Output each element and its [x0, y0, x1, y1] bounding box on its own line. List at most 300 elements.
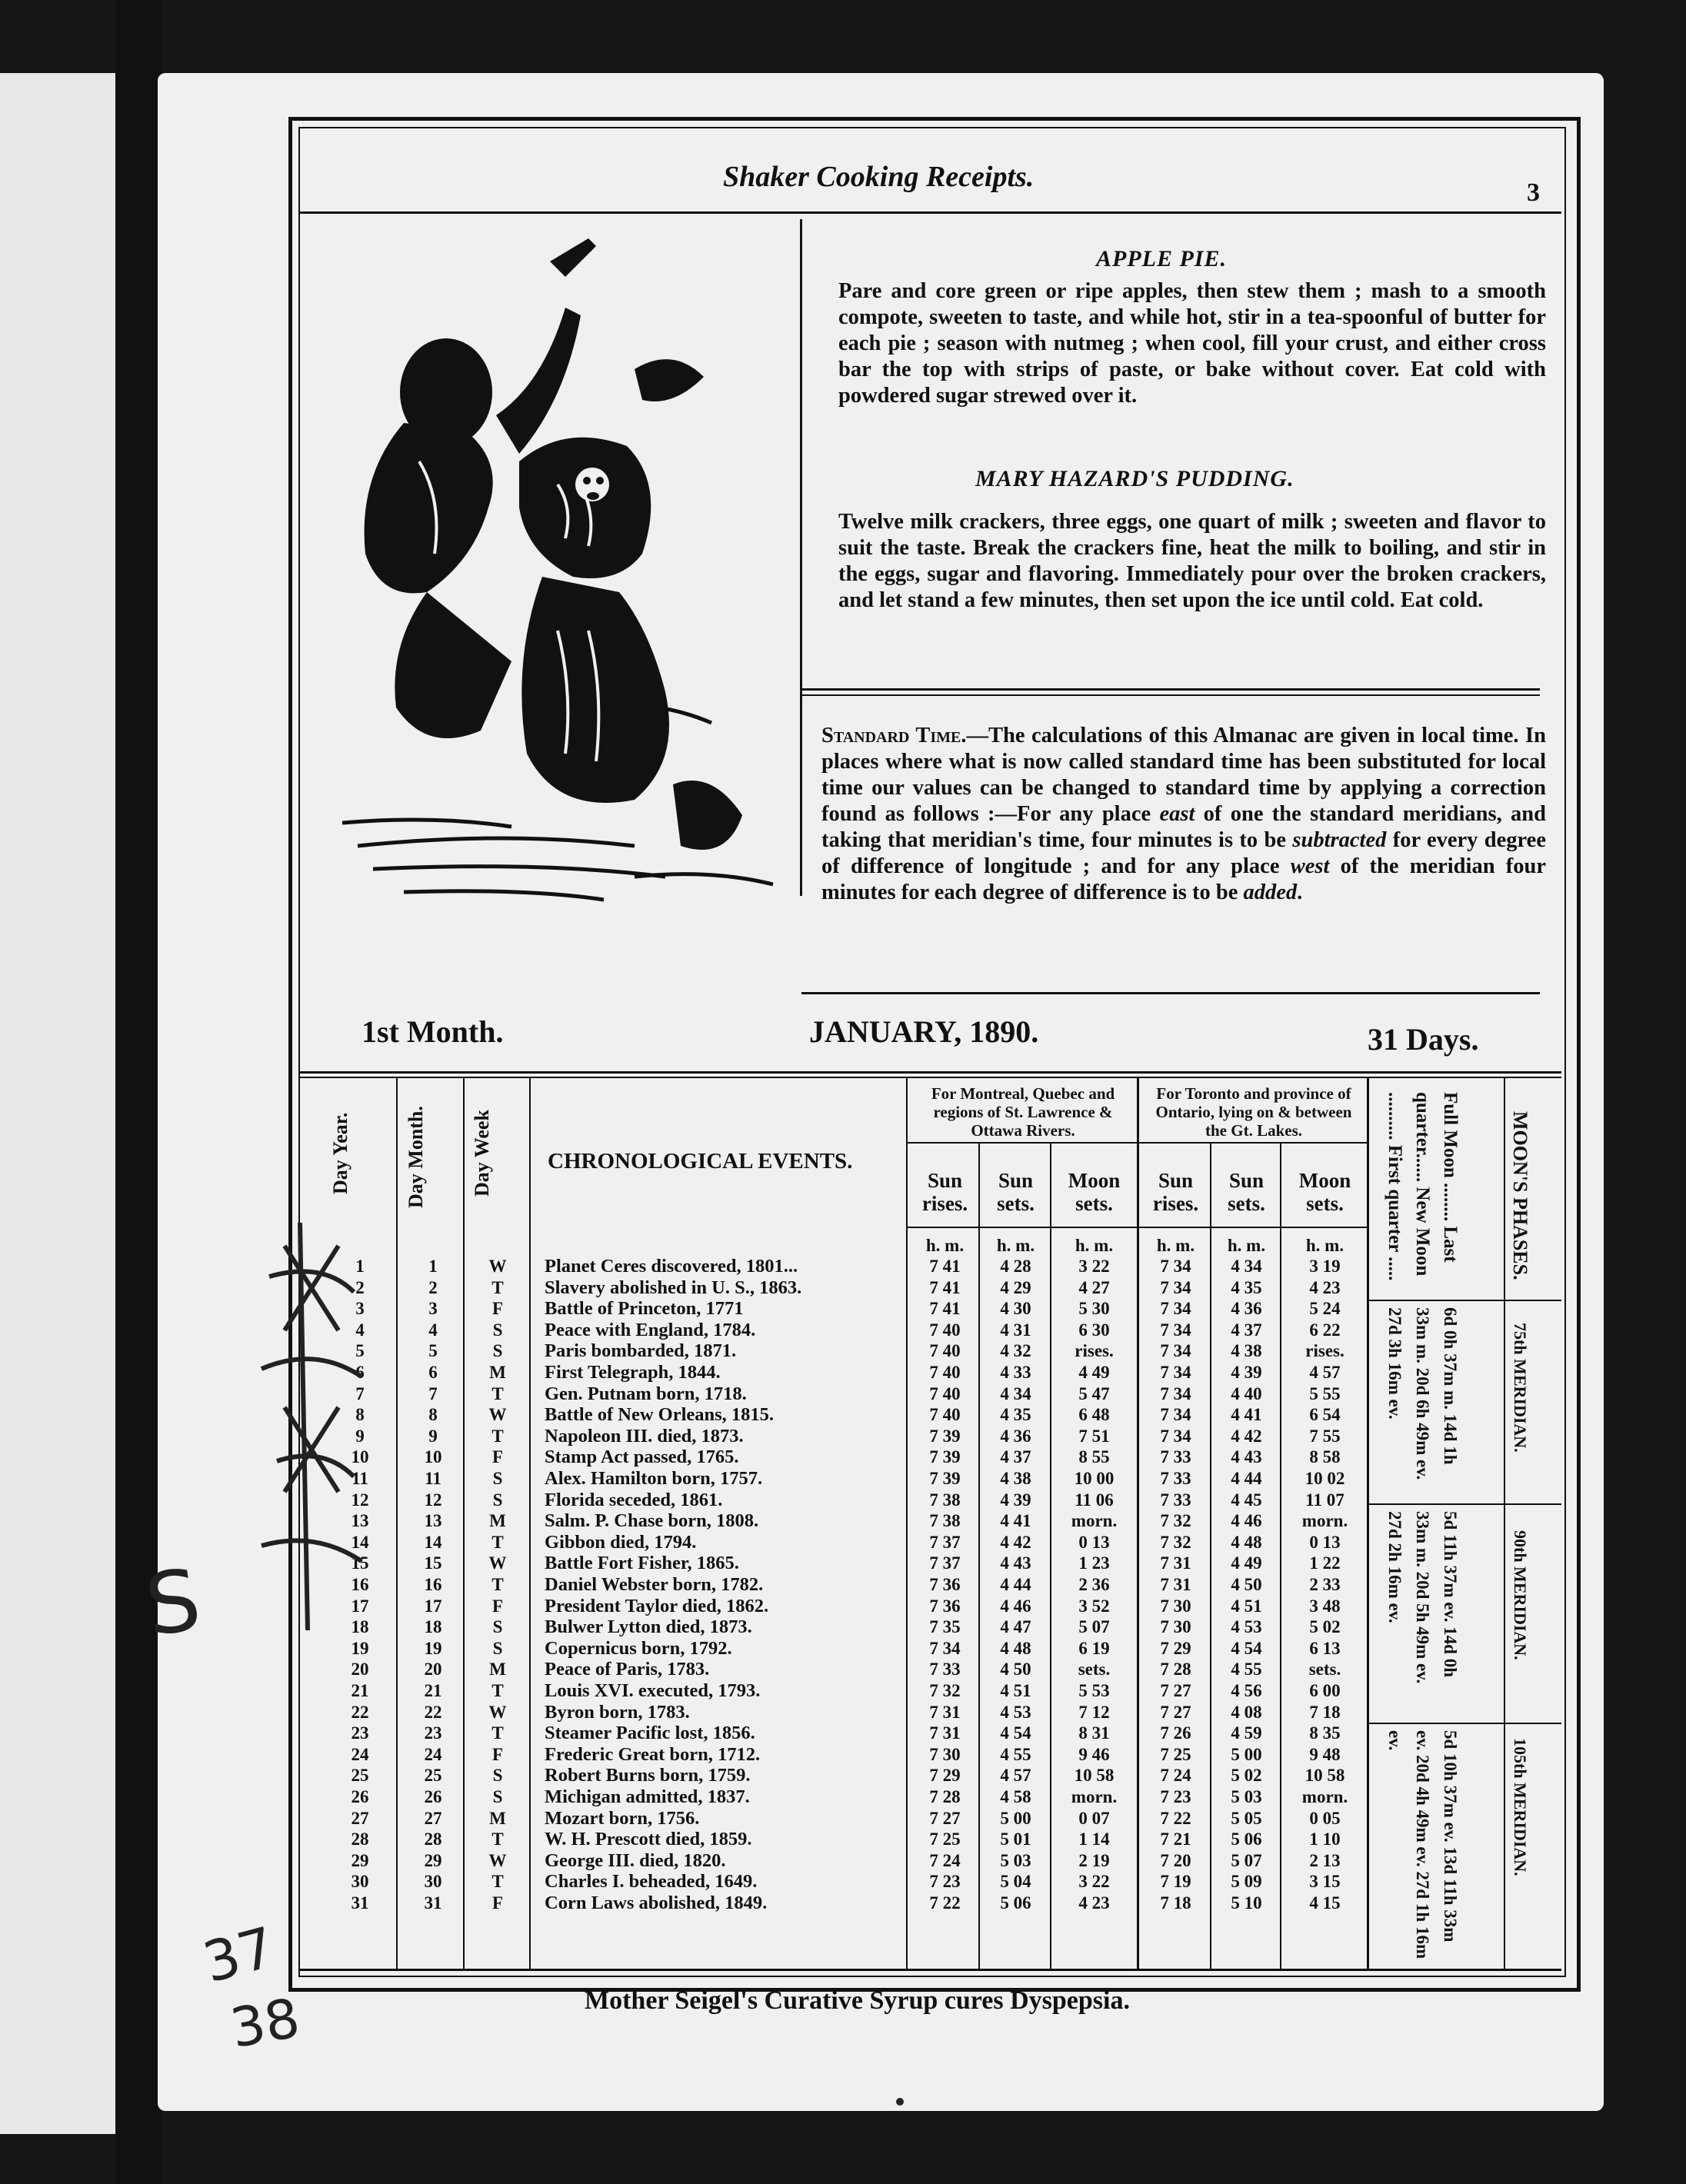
cell-toronto-sun-rises: 7 34	[1160, 1383, 1191, 1403]
cell-toronto-sun-sets: 4 37	[1231, 1320, 1262, 1340]
cell-toronto-sun-rises: 7 26	[1160, 1723, 1191, 1743]
cell-toronto-sun-rises: 7 30	[1160, 1596, 1191, 1616]
cell-montreal-sun-sets: 4 34	[1000, 1383, 1031, 1403]
recipe-title-pudding: MARY HAZARD'S PUDDING.	[975, 466, 1294, 491]
cell-day-year: 1	[355, 1257, 365, 1276]
cell-montreal-sun-sets: 4 43	[1000, 1553, 1031, 1573]
cell-day-year: 24	[351, 1744, 369, 1764]
cell-day-week: S	[492, 1617, 503, 1637]
cell-toronto-sun-rises: 7 31	[1160, 1553, 1191, 1573]
section-rule	[801, 688, 1540, 691]
cell-montreal-sun-sets: 4 37	[1000, 1447, 1031, 1467]
cell-toronto-sun-sets: 4 41	[1231, 1405, 1262, 1425]
cell-day-year: 21	[351, 1681, 369, 1700]
cell-day-year: 5	[355, 1341, 365, 1361]
cell-montreal-moon-sets: 6 19	[1078, 1638, 1110, 1658]
cell-day-year: 8	[355, 1405, 365, 1425]
cell-toronto-sun-sets: 4 42	[1231, 1426, 1262, 1446]
cell-day-year: 26	[351, 1787, 369, 1806]
unit-hm: h. m.	[1075, 1236, 1114, 1255]
cell-montreal-sun-rises: 7 40	[929, 1405, 961, 1425]
cell-montreal-sun-rises: 7 37	[929, 1553, 961, 1573]
cell-toronto-sun-rises: 7 34	[1160, 1299, 1191, 1319]
cell-toronto-moon-sets: morn.	[1301, 1787, 1348, 1806]
cell-toronto-moon-sets: 4 15	[1309, 1893, 1341, 1913]
cell-day-week: M	[489, 1808, 506, 1828]
cell-day-month: 4	[428, 1320, 438, 1340]
cell-day-month: 10	[424, 1447, 442, 1467]
cell-toronto-sun-rises: 7 30	[1160, 1617, 1191, 1637]
cell-day-week: S	[492, 1320, 503, 1340]
cell-toronto-sun-sets: 5 07	[1231, 1850, 1262, 1870]
cell-toronto-moon-sets: 4 57	[1309, 1363, 1341, 1382]
cell-day-month: 30	[424, 1872, 442, 1892]
unit-hm: h. m.	[925, 1236, 965, 1255]
recipe-text-pudding: Twelve milk crackers, three eggs, one quart of milk ; sweeten and flavor to suit the taste. Break the crackers fine, heat the milk to boiling, and stir in the eggs, sugar and flavoring. Immediately pour over the broken crackers, and let stand a few minutes, then set upon the ice until cold. Eat cold.	[838, 510, 1546, 612]
cell-montreal-sun-sets: 4 41	[1000, 1511, 1031, 1531]
cell-montreal-moon-sets: 1 14	[1078, 1829, 1110, 1849]
cell-montreal-sun-rises: 7 28	[929, 1787, 961, 1806]
cell-montreal-sun-rises: 7 34	[929, 1638, 961, 1658]
cell-day-month: 27	[424, 1808, 442, 1828]
cell-toronto-moon-sets: 5 02	[1309, 1617, 1341, 1637]
table-top-rule-thin	[300, 1077, 1561, 1078]
cell-event: Gibbon died, 1794.	[545, 1531, 697, 1553]
cell-montreal-sun-sets: 4 32	[1000, 1341, 1031, 1361]
header-sun-sets: Sun sets.	[997, 1169, 1035, 1215]
meridian-90-name: 90th MERIDIAN.	[1511, 1530, 1530, 1660]
col-sep	[396, 1078, 398, 1970]
cell-montreal-moon-sets: 5 47	[1078, 1383, 1110, 1403]
cell-montreal-sun-sets: 4 35	[1000, 1405, 1031, 1425]
cell-montreal-moon-sets: 3 52	[1078, 1596, 1110, 1616]
cell-day-year: 29	[351, 1850, 369, 1870]
cell-event: Louis XVI. executed, 1793.	[545, 1680, 761, 1701]
cell-montreal-moon-sets: 1 23	[1078, 1553, 1110, 1573]
cell-day-year: 2	[355, 1277, 365, 1297]
cell-event: Daniel Webster born, 1782.	[545, 1574, 764, 1595]
handwritten-number: 38	[225, 1986, 305, 2061]
cell-toronto-moon-sets: 1 22	[1309, 1553, 1341, 1573]
meridian-rule	[1369, 1300, 1561, 1301]
unit-hm: h. m.	[1156, 1236, 1195, 1255]
devil-illustration	[312, 231, 804, 931]
cell-montreal-sun-rises: 7 36	[929, 1575, 961, 1594]
cell-day-week: W	[488, 1850, 507, 1870]
unit-hm: h. m.	[1227, 1236, 1266, 1255]
cell-day-month: 22	[424, 1702, 442, 1722]
col-sep	[463, 1078, 465, 1970]
cell-montreal-sun-rises: 7 32	[929, 1681, 961, 1700]
cell-montreal-moon-sets: 2 19	[1078, 1850, 1110, 1870]
col-sep	[906, 1078, 908, 1970]
col-sep	[1367, 1078, 1369, 1970]
cell-montreal-sun-rises: 7 36	[929, 1596, 961, 1616]
cell-toronto-sun-sets: 4 38	[1231, 1341, 1262, 1361]
cell-day-week: T	[491, 1723, 504, 1743]
cell-toronto-moon-sets: 10 58	[1304, 1766, 1345, 1786]
cell-day-year: 9	[355, 1426, 365, 1446]
cell-day-week: F	[491, 1447, 504, 1467]
cell-day-month: 19	[424, 1638, 442, 1658]
cell-day-month: 3	[428, 1299, 438, 1319]
cell-toronto-moon-sets: 11 07	[1305, 1490, 1344, 1510]
meridian-75-name: 75th MERIDIAN.	[1511, 1323, 1530, 1453]
cell-montreal-moon-sets: 4 23	[1078, 1893, 1110, 1913]
cell-toronto-sun-rises: 7 34	[1160, 1426, 1191, 1446]
header-day-month: Day Month.	[405, 1106, 427, 1209]
cell-toronto-sun-sets: 5 00	[1231, 1744, 1262, 1764]
cell-toronto-sun-rises: 7 31	[1160, 1575, 1191, 1594]
cell-day-year: 18	[351, 1617, 369, 1637]
cell-toronto-sun-rises: 7 33	[1160, 1490, 1191, 1510]
moon-phase-names: Full Moon ........ Last quarter...... New Moon .......... First quarter .....	[1384, 1092, 1461, 1281]
cell-montreal-sun-sets: 5 04	[1000, 1872, 1031, 1892]
cell-montreal-moon-sets: 5 53	[1078, 1681, 1110, 1700]
cell-toronto-sun-sets: 4 36	[1231, 1299, 1262, 1319]
cell-montreal-moon-sets: 7 51	[1078, 1426, 1110, 1446]
cell-montreal-moon-sets: 2 36	[1078, 1575, 1110, 1594]
cell-event: Byron born, 1783.	[545, 1701, 690, 1723]
cell-montreal-sun-sets: 4 33	[1000, 1363, 1031, 1382]
cell-day-week: T	[491, 1383, 504, 1403]
cell-montreal-sun-sets: 4 39	[1000, 1490, 1031, 1510]
cell-day-week: S	[492, 1766, 503, 1786]
standard-time-heading: Standard Time.	[821, 724, 967, 747]
cell-montreal-sun-sets: 4 42	[1000, 1532, 1031, 1552]
cell-toronto-sun-sets: 4 46	[1231, 1511, 1262, 1531]
cell-event: President Taylor died, 1862.	[545, 1595, 769, 1616]
cell-day-month: 17	[424, 1596, 442, 1616]
cell-toronto-sun-sets: 4 53	[1231, 1617, 1262, 1637]
cell-toronto-moon-sets: sets.	[1308, 1660, 1341, 1680]
cell-day-year: 16	[351, 1575, 369, 1594]
cell-toronto-sun-sets: 4 54	[1231, 1638, 1262, 1658]
cell-montreal-sun-rises: 7 41	[929, 1299, 961, 1319]
cell-toronto-sun-rises: 7 32	[1160, 1532, 1191, 1552]
cell-toronto-moon-sets: 6 54	[1309, 1405, 1341, 1425]
cell-montreal-sun-rises: 7 41	[929, 1277, 961, 1297]
cell-toronto-moon-sets: 3 15	[1309, 1872, 1341, 1892]
cell-toronto-sun-sets: 4 44	[1231, 1469, 1262, 1488]
cell-montreal-sun-sets: 5 06	[1000, 1893, 1031, 1913]
cell-montreal-sun-rises: 7 29	[929, 1766, 961, 1786]
cell-montreal-sun-rises: 7 30	[929, 1744, 961, 1764]
cell-montreal-sun-sets: 4 46	[1000, 1596, 1031, 1616]
cell-toronto-sun-sets: 4 43	[1231, 1447, 1262, 1467]
cell-toronto-moon-sets: 6 22	[1309, 1320, 1341, 1340]
cell-day-month: 7	[428, 1383, 438, 1403]
cell-montreal-moon-sets: 0 13	[1078, 1532, 1110, 1552]
cell-day-year: 19	[351, 1638, 369, 1658]
cell-day-week: S	[492, 1787, 503, 1806]
cell-day-week: F	[491, 1744, 504, 1764]
col-sep	[1280, 1142, 1281, 1970]
cell-montreal-moon-sets: 6 30	[1078, 1320, 1110, 1340]
header-sun-sets: Sun sets.	[1228, 1169, 1265, 1215]
cell-day-year: 22	[351, 1702, 369, 1722]
header-day-week: Day Week	[471, 1110, 493, 1197]
cell-day-week: M	[489, 1660, 506, 1680]
meridian-105-name: 105th MERIDIAN.	[1511, 1738, 1530, 1876]
cell-toronto-sun-rises: 7 25	[1160, 1744, 1191, 1764]
cell-montreal-sun-rises: 7 38	[929, 1511, 961, 1531]
cell-montreal-moon-sets: 6 48	[1078, 1405, 1110, 1425]
cell-day-week: T	[491, 1426, 504, 1446]
cell-day-year: 23	[351, 1723, 369, 1743]
cell-event: Paris bombarded, 1871.	[545, 1340, 737, 1362]
cell-toronto-sun-rises: 7 21	[1160, 1829, 1191, 1849]
cell-toronto-sun-rises: 7 18	[1160, 1893, 1191, 1913]
cell-day-week: T	[491, 1532, 504, 1552]
cell-toronto-sun-sets: 5 06	[1231, 1829, 1262, 1849]
cell-toronto-moon-sets: 1 10	[1309, 1829, 1341, 1849]
cell-toronto-moon-sets: 2 13	[1309, 1850, 1341, 1870]
cell-event: Corn Laws abolished, 1849.	[545, 1893, 768, 1913]
cell-toronto-sun-rises: 7 29	[1160, 1638, 1191, 1658]
cell-day-month: 2	[428, 1277, 438, 1297]
cell-day-week: S	[492, 1638, 503, 1658]
cell-toronto-moon-sets: morn.	[1301, 1511, 1348, 1531]
previous-page-edge	[0, 73, 120, 2134]
header-events: CHRONOLOGICAL EVENTS.	[548, 1149, 853, 1174]
cell-toronto-moon-sets: 6 00	[1309, 1681, 1341, 1700]
cell-event: Battle of New Orleans, 1815.	[545, 1404, 775, 1426]
days-label: 31 Days.	[1368, 1022, 1479, 1057]
cell-day-week: T	[491, 1575, 504, 1594]
region-rule	[908, 1142, 1368, 1144]
cell-event: Steamer Pacific lost, 1856.	[545, 1723, 755, 1744]
cell-day-month: 28	[424, 1829, 442, 1849]
cell-event: First Telegraph, 1844.	[545, 1362, 721, 1383]
cell-toronto-sun-rises: 7 27	[1160, 1681, 1191, 1700]
cell-day-month: 1	[428, 1257, 438, 1276]
cell-toronto-moon-sets: 8 58	[1309, 1447, 1341, 1467]
cell-montreal-moon-sets: 5 07	[1078, 1617, 1110, 1637]
cell-montreal-sun-rises: 7 39	[929, 1426, 961, 1446]
cell-toronto-moon-sets: 3 19	[1309, 1257, 1341, 1276]
cell-montreal-sun-sets: 4 31	[1000, 1320, 1031, 1340]
cell-day-week: T	[491, 1872, 504, 1892]
cell-montreal-sun-rises: 7 31	[929, 1723, 961, 1743]
cell-toronto-sun-sets: 4 48	[1231, 1532, 1262, 1552]
cell-montreal-sun-sets: 4 53	[1000, 1702, 1031, 1722]
cell-montreal-sun-sets: 4 54	[1000, 1723, 1031, 1743]
cell-day-week: T	[491, 1681, 504, 1700]
cell-toronto-sun-sets: 4 08	[1231, 1702, 1262, 1722]
cell-montreal-sun-sets: 4 38	[1000, 1469, 1031, 1488]
col-sep	[1050, 1142, 1051, 1970]
cell-day-year: 12	[351, 1490, 369, 1510]
cell-day-month: 15	[424, 1553, 442, 1573]
cell-montreal-sun-sets: 4 47	[1000, 1617, 1031, 1637]
cell-toronto-sun-rises: 7 19	[1160, 1872, 1191, 1892]
cell-toronto-moon-sets: 3 48	[1309, 1596, 1341, 1616]
cell-event: Battle of Princeton, 1771	[545, 1298, 744, 1320]
cell-day-month: 24	[424, 1744, 442, 1764]
cell-toronto-moon-sets: 7 18	[1309, 1702, 1341, 1722]
cell-montreal-sun-rises: 7 31	[929, 1702, 961, 1722]
meridian-90-values: 5d 11h 37m ev. 14d 0h 33m m. 20d 5h 49m ev. 27d 2h 16m ev.	[1385, 1511, 1460, 1684]
cell-event: Charles I. beheaded, 1649.	[545, 1871, 758, 1893]
header-sun-rises: Sun rises.	[921, 1169, 968, 1215]
cell-montreal-sun-sets: 5 03	[1000, 1850, 1031, 1870]
footer-advert: Mother Seigel's Curative Syrup cures Dyspepsia.	[585, 1986, 1130, 2015]
cell-day-month: 29	[424, 1850, 442, 1870]
cell-toronto-moon-sets: rises.	[1305, 1341, 1344, 1361]
cell-montreal-sun-rises: 7 40	[929, 1383, 961, 1403]
cell-montreal-moon-sets: 10 00	[1074, 1469, 1115, 1488]
cell-toronto-sun-rises: 7 22	[1160, 1808, 1191, 1828]
cell-toronto-sun-rises: 7 23	[1160, 1787, 1191, 1806]
cell-toronto-moon-sets: 5 55	[1309, 1383, 1341, 1403]
cell-day-year: 17	[351, 1596, 369, 1616]
cell-toronto-moon-sets: 10 02	[1304, 1469, 1345, 1488]
cell-montreal-moon-sets: sets.	[1078, 1660, 1111, 1680]
cell-day-week: W	[488, 1405, 507, 1425]
table-bottom-rule	[300, 1969, 1561, 1971]
cell-montreal-sun-sets: 4 48	[1000, 1638, 1031, 1658]
cell-toronto-sun-sets: 5 09	[1231, 1872, 1262, 1892]
cell-montreal-sun-rises: 7 27	[929, 1808, 961, 1828]
cell-toronto-sun-rises: 7 33	[1160, 1469, 1191, 1488]
cell-day-month: 21	[424, 1681, 442, 1700]
cell-toronto-sun-sets: 4 50	[1231, 1575, 1262, 1594]
cell-toronto-sun-sets: 5 10	[1231, 1893, 1262, 1913]
cell-toronto-moon-sets: 9 48	[1309, 1744, 1341, 1764]
cell-toronto-moon-sets: 0 05	[1309, 1808, 1341, 1828]
cell-day-year: 30	[351, 1872, 369, 1892]
cell-montreal-sun-rises: 7 33	[929, 1660, 961, 1680]
cell-day-year: 4	[355, 1320, 365, 1340]
cell-toronto-sun-rises: 7 24	[1160, 1766, 1191, 1786]
cell-day-month: 12	[424, 1490, 442, 1510]
cell-event: Stamp Act passed, 1765.	[545, 1447, 739, 1468]
cell-toronto-moon-sets: 7 55	[1309, 1426, 1341, 1446]
cell-day-year: 15	[351, 1553, 369, 1573]
cell-toronto-sun-rises: 7 34	[1160, 1257, 1191, 1276]
cell-day-week: S	[492, 1469, 503, 1488]
cell-toronto-sun-rises: 7 33	[1160, 1447, 1191, 1467]
header-moon-sets: Moon sets.	[1298, 1169, 1351, 1215]
cell-day-month: 5	[428, 1341, 438, 1361]
cell-montreal-sun-sets: 4 55	[1000, 1744, 1031, 1764]
table-top-rule	[300, 1071, 1561, 1074]
cell-toronto-sun-rises: 7 34	[1160, 1320, 1191, 1340]
cell-toronto-moon-sets: 8 35	[1309, 1723, 1341, 1743]
header-sun-rises: Sun rises.	[1152, 1169, 1199, 1215]
cell-montreal-sun-rises: 7 41	[929, 1257, 961, 1276]
cell-day-year: 3	[355, 1299, 365, 1319]
cell-event: Peace with England, 1784.	[545, 1319, 756, 1340]
cell-day-month: 8	[428, 1405, 438, 1425]
page-gutter	[115, 0, 162, 2184]
handwritten-mark: S	[139, 1550, 207, 1656]
cell-montreal-sun-rises: 7 39	[929, 1447, 961, 1467]
cell-montreal-moon-sets: 4 49	[1078, 1363, 1110, 1382]
cell-toronto-sun-sets: 4 59	[1231, 1723, 1262, 1743]
cell-day-year: 27	[351, 1808, 369, 1828]
cell-toronto-moon-sets: 5 24	[1309, 1299, 1341, 1319]
cell-toronto-sun-rises: 7 20	[1160, 1850, 1191, 1870]
cell-day-week: S	[492, 1490, 503, 1510]
cell-event: W. H. Prescott died, 1859.	[545, 1829, 752, 1850]
cell-event: Bulwer Lytton died, 1873.	[545, 1616, 752, 1638]
cell-toronto-moon-sets: 0 13	[1309, 1532, 1341, 1552]
cell-toronto-moon-sets: 4 23	[1309, 1277, 1341, 1297]
cell-day-week: W	[488, 1702, 507, 1722]
standard-time-note	[821, 723, 1546, 906]
cell-toronto-sun-sets: 4 56	[1231, 1681, 1262, 1700]
cell-montreal-sun-sets: 4 28	[1000, 1257, 1031, 1276]
header-rule	[300, 211, 1561, 214]
cell-toronto-sun-rises: 7 28	[1160, 1660, 1191, 1680]
meridian-75-values: 6d 0h 37m m. 14d 1h 33m m. 20d 6h 49m ev. 27d 3h 16m ev.	[1385, 1307, 1460, 1480]
cell-montreal-sun-rises: 7 25	[929, 1829, 961, 1849]
cell-day-month: 11	[425, 1469, 441, 1488]
section-rule-thin	[801, 694, 1540, 696]
handwritten-scribble	[254, 1215, 369, 1646]
cell-event: Mozart born, 1756.	[545, 1807, 700, 1829]
cell-montreal-sun-sets: 4 57	[1000, 1766, 1031, 1786]
section-rule-bottom	[801, 992, 1540, 994]
cell-montreal-moon-sets: 11 06	[1075, 1490, 1114, 1510]
cell-day-week: T	[491, 1829, 504, 1849]
cell-event: Battle Fort Fisher, 1865.	[545, 1553, 739, 1574]
cell-montreal-sun-sets: 4 58	[1000, 1787, 1031, 1806]
page-dot	[896, 2098, 904, 2106]
cell-montreal-moon-sets: 8 31	[1078, 1723, 1110, 1743]
cell-day-week: F	[491, 1596, 504, 1616]
cell-montreal-sun-rises: 7 39	[929, 1469, 961, 1488]
cell-montreal-sun-rises: 7 40	[929, 1363, 961, 1382]
cell-montreal-sun-sets: 4 50	[1000, 1660, 1031, 1680]
cell-day-year: 13	[351, 1511, 369, 1531]
cell-montreal-sun-rises: 7 37	[929, 1532, 961, 1552]
header-day-year: Day Year.	[329, 1112, 352, 1195]
subhead-rule	[908, 1227, 1368, 1228]
col-sep	[1210, 1142, 1211, 1970]
cell-montreal-moon-sets: 9 46	[1078, 1744, 1110, 1764]
cell-montreal-moon-sets: 10 58	[1074, 1766, 1115, 1786]
cell-toronto-sun-sets: 5 05	[1231, 1808, 1262, 1828]
cell-toronto-sun-sets: 4 55	[1231, 1660, 1262, 1680]
cell-event: Planet Ceres discovered, 1801...	[545, 1256, 798, 1277]
cell-day-year: 20	[351, 1660, 369, 1680]
cell-montreal-moon-sets: morn.	[1071, 1511, 1118, 1531]
cell-montreal-sun-rises: 7 35	[929, 1617, 961, 1637]
col-sep	[1504, 1078, 1505, 1970]
cell-event: George III. died, 1820.	[545, 1849, 726, 1871]
cell-day-year: 14	[351, 1532, 369, 1552]
month-title: JANUARY, 1890.	[809, 1014, 1039, 1049]
cell-montreal-sun-rises: 7 38	[929, 1490, 961, 1510]
cell-toronto-sun-rises: 7 34	[1160, 1405, 1191, 1425]
cell-event: Alex. Hamilton born, 1757.	[545, 1468, 763, 1489]
cell-toronto-sun-sets: 5 02	[1231, 1766, 1262, 1786]
cell-event: Florida seceded, 1861.	[545, 1489, 723, 1510]
cell-event: Slavery abolished in U. S., 1863.	[545, 1277, 802, 1298]
cell-montreal-sun-rises: 7 40	[929, 1341, 961, 1361]
cell-montreal-sun-rises: 7 23	[929, 1872, 961, 1892]
meridian-rule	[1369, 1503, 1561, 1505]
cell-event: Gen. Putnam born, 1718.	[545, 1383, 747, 1404]
cell-montreal-moon-sets: 3 22	[1078, 1872, 1110, 1892]
header-moon-sets: Moon sets.	[1068, 1169, 1121, 1215]
cell-montreal-sun-rises: 7 24	[929, 1850, 961, 1870]
cell-toronto-sun-rises: 7 27	[1160, 1702, 1191, 1722]
cell-day-year: 25	[351, 1766, 369, 1786]
